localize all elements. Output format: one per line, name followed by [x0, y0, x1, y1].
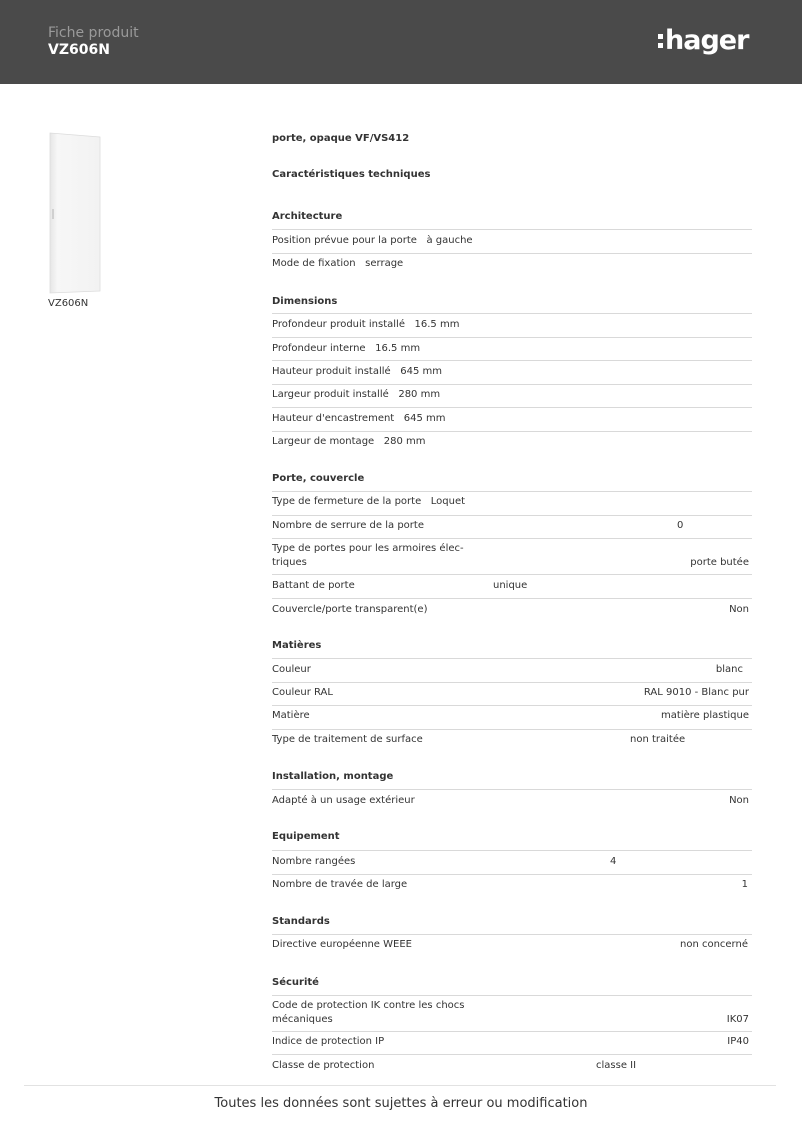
spec-value: 280 mm — [383, 436, 426, 447]
spec-value: classe II — [596, 1060, 637, 1071]
section-title-door: Porte, couvercle — [272, 473, 365, 484]
spec-label: Adapté à un usage extérieur — [272, 795, 415, 806]
spec-label: Largeur produit installé — [272, 389, 389, 400]
spec-value: IP40 — [727, 1036, 749, 1047]
spec-value: matière plastique — [661, 710, 749, 721]
spec-label: Classe de protection — [272, 1060, 375, 1071]
spec-label: Position prévue pour la porte — [272, 235, 417, 246]
spec-label: Indice de protection IP — [272, 1036, 385, 1047]
spec-value: Non — [729, 604, 749, 615]
spec-row — [272, 412, 446, 426]
logo-wordmark: hager — [665, 25, 749, 56]
spec-row — [272, 234, 473, 248]
spec-label: Matière — [272, 710, 310, 721]
spec-label-continued: triques — [272, 557, 307, 568]
spec-value: unique — [493, 580, 528, 591]
footer-divider — [24, 1085, 776, 1086]
spec-value: 0 — [677, 520, 684, 531]
spec-label: Type de portes pour les armoires élec- — [272, 543, 464, 554]
spec-label: Couleur RAL — [272, 687, 333, 698]
spec-value: 16.5 mm — [414, 319, 460, 330]
spec-label: Mode de fixation — [272, 258, 356, 269]
spec-row — [272, 318, 459, 332]
header-label: Fiche produit — [48, 25, 139, 41]
spec-label: Battant de porte — [272, 580, 355, 591]
logo-dots-icon — [658, 34, 663, 48]
section-title-architecture: Architecture — [272, 211, 343, 222]
spec-value: 1 — [741, 879, 748, 890]
spec-value: non concerné — [679, 939, 748, 950]
spec-row — [272, 257, 403, 271]
spec-value: IK07 — [726, 1014, 749, 1025]
spec-label: Nombre rangées — [272, 856, 356, 867]
header-product-code: VZ606N — [48, 42, 110, 58]
spec-label: Type de fermeture de la porte — [272, 496, 422, 507]
section-title-equipment: Equipement — [272, 831, 340, 842]
spec-value: non traitée — [630, 734, 686, 745]
spec-label: Couvercle/porte transparent(e) — [272, 604, 428, 615]
spec-value: 4 — [610, 856, 617, 867]
spec-value: serrage — [365, 258, 404, 269]
page-header — [0, 0, 802, 84]
spec-row — [272, 495, 465, 509]
spec-heading: Caractéristiques techniques — [272, 169, 431, 180]
spec-label: Hauteur d'encastrement — [272, 413, 395, 424]
spec-value: 280 mm — [398, 389, 441, 400]
section-title-dimensions: Dimensions — [272, 296, 338, 307]
spec-value: 645 mm — [400, 366, 442, 377]
spec-row — [272, 342, 420, 356]
spec-label: Profondeur produit installé — [272, 319, 405, 330]
hager-logo — [658, 24, 758, 58]
product-image — [48, 131, 104, 294]
spec-label: Directive européenne WEEE — [272, 939, 412, 950]
product-title: porte, opaque VF/VS412 — [272, 133, 410, 144]
spec-label: Profondeur interne — [272, 343, 366, 354]
product-caption: VZ606N — [48, 298, 89, 309]
spec-label: Nombre de serrure de la porte — [272, 520, 424, 531]
spec-label: Code de protection IK contre les chocs — [272, 1000, 465, 1011]
footer-disclaimer: Toutes les données sont sujettes à erreur ou modification — [214, 1096, 588, 1111]
spec-value: RAL 9010 - Blanc pur — [643, 687, 749, 698]
spec-value: porte butée — [690, 557, 749, 568]
spec-value: à gauche — [426, 235, 473, 246]
spec-value: blanc — [715, 664, 743, 675]
spec-label: Largeur de montage — [272, 436, 375, 447]
spec-label: Hauteur produit installé — [272, 366, 391, 377]
spec-value: 645 mm — [403, 413, 446, 424]
spec-value: Non — [729, 795, 749, 806]
spec-label-continued: mécaniques — [272, 1014, 333, 1025]
spec-label: Type de traitement de surface — [272, 734, 423, 745]
spec-row — [272, 365, 442, 379]
spec-value: Loquet — [430, 496, 466, 507]
spec-label: Nombre de travée de large — [272, 879, 408, 890]
spec-value: 16.5 mm — [375, 343, 421, 354]
section-title-safety: Sécurité — [272, 977, 319, 988]
section-title-materials: Matières — [272, 640, 322, 651]
section-title-standards: Standards — [272, 916, 330, 927]
spec-row — [272, 435, 425, 449]
section-title-installation: Installation, montage — [272, 771, 394, 782]
spec-label: Couleur — [272, 664, 311, 675]
spec-row — [272, 388, 440, 402]
